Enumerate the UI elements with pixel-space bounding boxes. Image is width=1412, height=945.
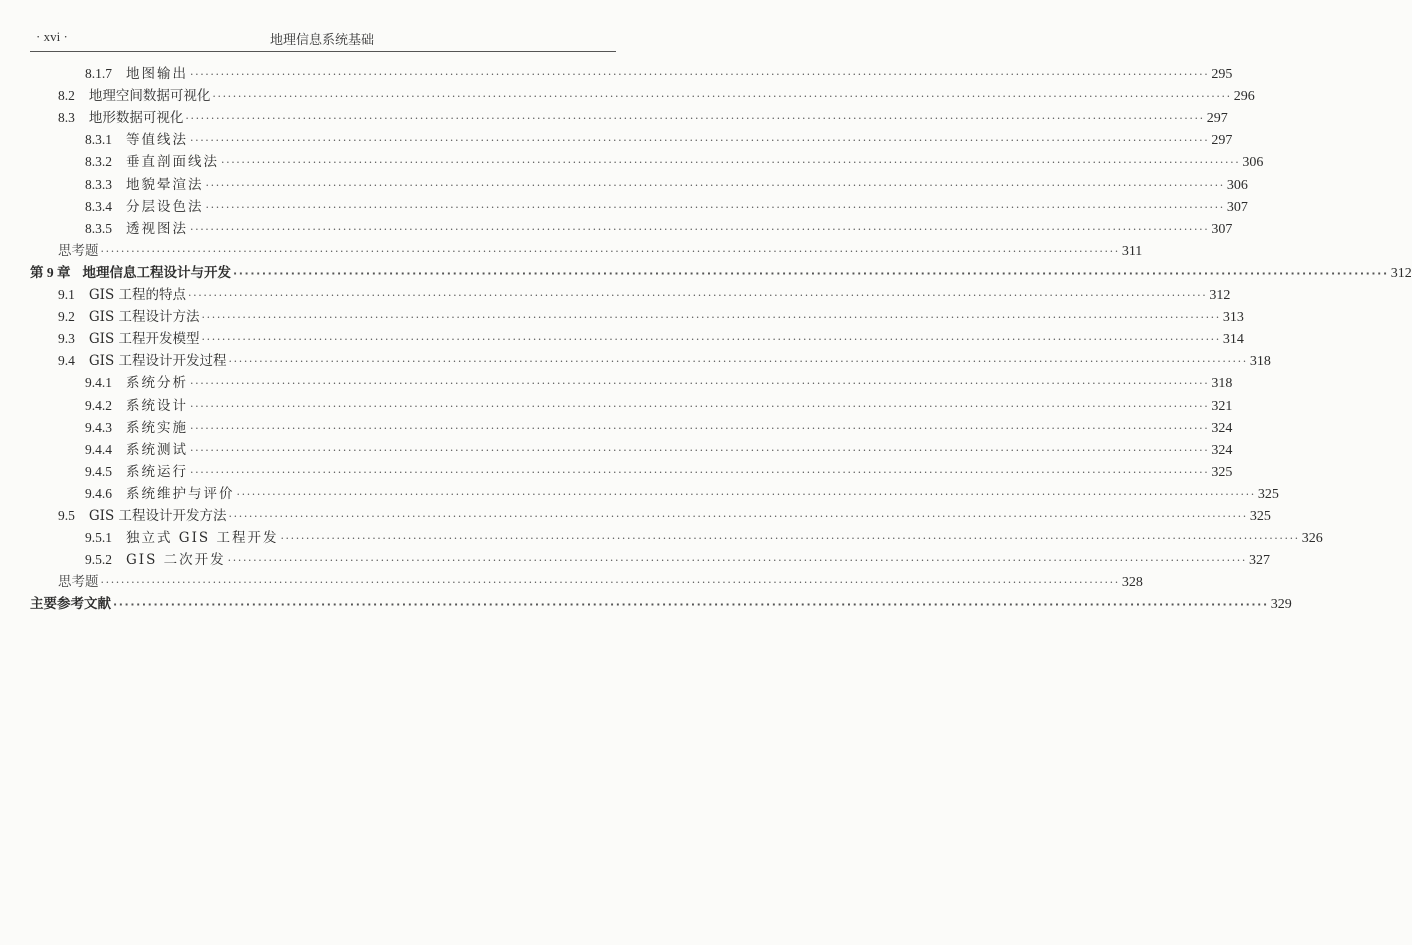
toc-entry-page: 297 [1206,111,1228,127]
toc-entry-number: 9.3 [58,331,75,347]
toc-entry-number: 9.2 [58,309,75,325]
leader-dots: ········································································································································································································ [100,244,1120,258]
toc-entry-number: 9.4.2 [85,397,112,413]
toc-entry[interactable] [85,395,1233,417]
toc-entry[interactable] [58,328,1244,350]
toc-entry-page: 318 [1211,376,1233,392]
toc-entry-number: 9.5 [58,508,75,523]
toc-entry-number: 9.4 [58,353,75,369]
toc-entry-title: 分层设色法 [126,198,204,215]
toc-entry-number: 8.3.3 [85,176,112,192]
toc-entry-page: 324 [1211,442,1233,458]
leader-dots: ········································································································································································································ [280,532,1300,546]
toc-entry[interactable] [85,549,1270,571]
toc-entry-page: 321 [1211,398,1233,414]
toc-entry[interactable] [58,306,1244,328]
toc-entry[interactable] [85,483,1279,505]
toc-entry-title: 主要参考文献 [30,596,111,613]
toc-entry-title: 地理信息工程设计与开发 [82,264,231,281]
toc-entry-title: 系统分析 [126,375,188,392]
leader-dots: ········································································································································································································ [113,598,1269,612]
toc-entry-page: 311 [1121,243,1143,259]
toc-entry[interactable] [85,129,1233,151]
toc-entry-title: 思考题 [58,242,99,259]
toc-entry-page: 313 [1222,310,1244,326]
leader-dots: ········································································································································································································ [205,200,1225,214]
toc-entry-page: 296 [1233,89,1255,105]
leader-dots: ········································································································································································································ [228,510,1248,523]
toc-entry[interactable] [58,284,1231,306]
leader-dots: ········································································································································································································ [233,266,1389,280]
toc-entry[interactable] [85,439,1233,461]
toc-entry-title: 垂直剖面线法 [126,154,219,171]
toc-entry[interactable] [85,461,1233,483]
toc-entry[interactable] [85,218,1233,240]
toc-entry-page: 324 [1211,420,1233,436]
toc-entry-title: 系统设计 [126,397,188,414]
toc-entry[interactable] [58,107,1228,129]
toc-entry-title: 地理空间数据可视化 [88,88,211,105]
toc-entry-page: 312 [1390,265,1412,281]
toc-entry-title: 系统维护与评价 [126,485,235,502]
toc-entry[interactable] [58,350,1271,372]
toc-entry-page: 326 [1301,531,1323,547]
toc-entry[interactable] [30,262,1412,284]
leader-dots: ········································································································································································································ [212,90,1232,104]
toc-entry-title: 地图输出 [126,66,188,82]
toc-entry-title: GIS 工程开发模型 [88,331,200,348]
toc-entry-number: 8.2 [58,88,75,104]
toc-entry-title: 透视图法 [126,220,188,237]
toc-entry[interactable] [30,593,1292,615]
toc-entry-page: 318 [1249,354,1271,370]
toc-entry-number: 9.5.2 [85,552,112,568]
toc-entry[interactable] [85,372,1233,394]
leader-dots: ········································································································································································································ [227,554,1247,568]
leader-dots: ········································································································································································································ [100,576,1120,590]
toc-entry-title: 系统实施 [126,419,188,436]
toc-entry-title: 等值线法 [126,132,188,149]
toc-entry-title: 独立式 GIS 工程开发 [126,530,279,547]
leader-dots: ········································································································································································································ [221,156,1241,170]
toc-entry-number: 9.4.5 [85,463,112,479]
toc-entry[interactable] [85,196,1248,218]
toc-entry-number: 第 9 章 [30,264,71,280]
leader-dots: ········································································································································································································ [185,112,1205,126]
toc-entry-page: 327 [1249,553,1270,569]
leader-dots: ········································································································································································································ [190,421,1210,435]
leader-dots: ········································································································································································································ [188,289,1208,302]
page-number: · xvi · [36,29,68,44]
toc-entry-title: 系统测试 [126,441,188,458]
toc-entry-number: 8.3.2 [85,154,112,170]
toc-entry-title: 地形数据可视化 [88,110,184,127]
toc-entry-page: 297 [1211,133,1233,149]
toc-entry-number: 8.3 [58,110,75,126]
toc-entry-number: 9.1 [58,287,75,302]
toc-entry[interactable] [85,527,1323,549]
toc-entry-number: 9.5.1 [85,530,112,546]
leader-dots: ········································································································································································································ [201,311,1221,325]
toc-entry-page: 325 [1211,464,1233,480]
toc-entry-page: 306 [1242,155,1264,171]
toc-entry-number: 8.3.5 [85,220,112,236]
toc-entry-page: 314 [1222,332,1244,348]
page-header [0,0,644,52]
toc-entry-number: 9.4.1 [85,375,112,391]
toc-entry-page: 306 [1226,177,1248,193]
toc-entry-title: GIS 二次开发 [126,552,226,569]
toc-entry-number: 8.3.4 [85,198,112,214]
toc-entry[interactable] [58,505,1271,527]
leader-dots: ········································································································································································································ [228,355,1248,369]
toc-entry[interactable] [85,417,1233,439]
leader-dots: ········································································································································································································ [190,134,1210,148]
toc-entry-number: 9.4.3 [85,419,112,435]
toc-entry-title: 地貌晕渲法 [126,176,204,193]
toc-entry-page: 295 [1211,67,1233,82]
leader-dots: ········································································································································································································ [190,443,1210,457]
leader-dots: ········································································································································································································ [205,178,1225,192]
toc-entry-number: 9.4.6 [85,485,112,501]
toc-entry[interactable] [85,151,1264,173]
leader-dots: ········································································································································································································ [190,377,1210,391]
toc-entry[interactable] [85,174,1248,196]
toc-entry[interactable] [58,571,1143,593]
toc-entry-title: GIS 工程设计开发方法 [88,508,227,524]
toc-entry-page: 312 [1209,288,1231,303]
running-title: 地理信息系统基础 [269,33,374,48]
toc-entry-title: 思考题 [58,574,99,591]
toc-entry-page: 329 [1270,597,1292,613]
toc-entry-page: 307 [1226,199,1248,215]
toc-entry-page: 328 [1121,575,1143,591]
leader-dots: ········································································································································································································ [190,68,1210,81]
toc-entry-title: 系统运行 [126,463,188,480]
leader-dots: ········································································································································································································ [190,222,1210,236]
toc-entry-page: 325 [1257,486,1279,502]
toc-entry-number: 8.1.7 [85,66,112,81]
toc-entry-page: 307 [1211,221,1233,237]
toc-entry-number: 8.3.1 [85,132,112,148]
toc-entry[interactable] [58,240,1143,262]
leader-dots: ········································································································································································································ [190,399,1210,413]
toc-entry-number: 9.4.4 [85,441,112,457]
leader-dots: ········································································································································································································ [190,465,1210,479]
toc-entry-title: GIS 工程设计开发过程 [88,353,227,370]
leader-dots: ········································································································································································································ [201,333,1221,347]
toc-entry[interactable] [85,63,1233,85]
toc-entry[interactable] [58,85,1255,107]
header-rule [30,51,616,52]
toc-entry-page: 325 [1249,509,1271,524]
toc-entry-title: GIS 工程的特点 [88,287,187,303]
leader-dots: ········································································································································································································ [236,487,1256,501]
toc-entry-title: GIS 工程设计方法 [88,309,200,326]
